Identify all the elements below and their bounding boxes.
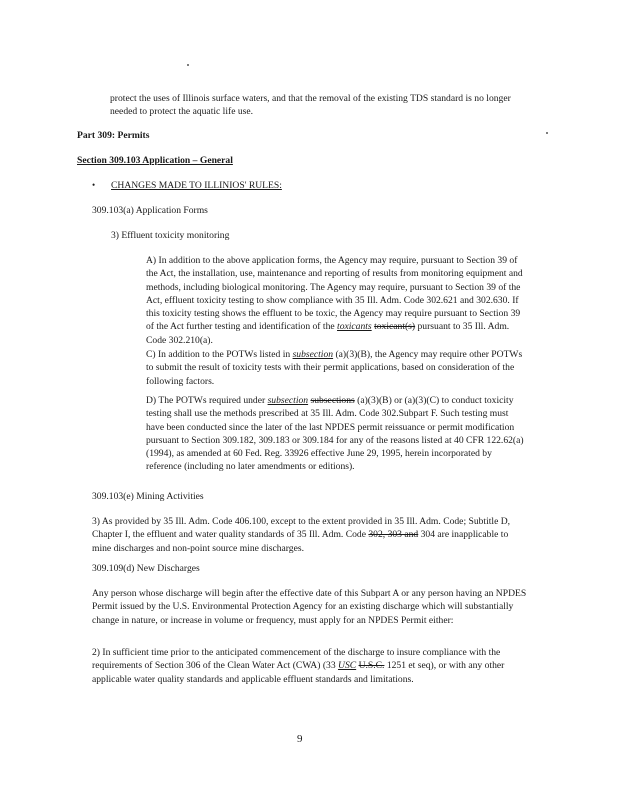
bullet-icon: • xyxy=(92,180,96,190)
deleted-text: subsections xyxy=(310,395,355,406)
subsection-309-103-a: 309.103(a) Application Forms xyxy=(92,205,208,216)
paragraph-2 xyxy=(92,646,528,686)
paragraph-c-text: C) In addition to the POTWs listed in xyxy=(146,349,293,360)
paragraph-c-text-end: (a)(3)(B), the Agency may require other POTWs to submit the result of toxicity tests with their permit applications, based on consideration of the following factors. xyxy=(146,349,523,387)
paragraph-d xyxy=(146,394,528,474)
scan-speck xyxy=(187,64,189,66)
paragraph-c xyxy=(146,348,528,388)
paragraph-a xyxy=(146,254,528,347)
paragraph-a-text: A) In addition to the above application forms, the Agency may require, pursuant to Section 39 of the Act, the installation, use, maintenance and reporting of results from monitoring equipment and methods, including biological monitoring. The Agency may require, pursuant to Section 39 of the Act, effluent toxicity testing to show compliance with 35 Ill. Adm. Code 302.621 and 302.630. If this toxicity testing shows the effluent to be toxic, the Agency may require pursuant to Section 39 of the Act further testing and identification of the xyxy=(146,255,523,333)
paragraph-mining-text: 3) As provided by 35 Ill. Adm. Code 406.100, except to the extent provided in 35 Ill. Adm. Code; Subtitle D, Chapter I, the effluent and water quality standards of 35 Ill. Adm. Code xyxy=(92,516,511,541)
paragraph-mining xyxy=(92,515,528,555)
inserted-text: USC xyxy=(338,660,357,672)
deleted-text: 302, 303 and xyxy=(368,529,419,541)
page-number: 9 xyxy=(297,733,303,745)
inserted-text: subsection xyxy=(267,395,309,406)
paragraph-2-text: 2) In sufficient time prior to the anticipated commencement of the discharge to insure compliance with the requirements of Section 306 of the Clean Water Act (CWA) (33 xyxy=(92,647,501,672)
subsection-309-109-d: 309.109(d) New Discharges xyxy=(92,563,200,574)
changes-heading: CHANGES MADE TO ILLINIOS' RULES: xyxy=(111,180,282,191)
paragraph-d-text: D) The POTWs required under xyxy=(146,395,268,406)
item-3-heading: 3) Effluent toxicity monitoring xyxy=(111,230,230,241)
paragraph-2-text-end: 1251 et seq), or with any other applicable water quality standards and applicable effluent standards and limitations. xyxy=(92,660,505,685)
section-heading: Section 309.103 Application – General xyxy=(77,155,233,166)
paragraph-mining-text-end: 304 are inapplicable to mine discharges and non-point source mine discharges. xyxy=(92,529,509,554)
inserted-text: subsection xyxy=(292,349,334,360)
intro-paragraph: protect the uses of Illinois surface waters, and that the removal of the existing TDS standard is no longer needed to protect the aquatic life use. xyxy=(110,93,511,118)
paragraph-d-text-end: (a)(3)(B) or (a)(3)(C) to conduct toxicity testing shall use the methods prescribed at 35 Ill. Adm. Code 302.Subpart F. Such testing must have been conducted since the later of the last NPDES permit reissuance or permit modification pursuant to Section 309.182, 309.183 or 309.184 for any of the reasons listed at 40 CFR 122.62(a) (1994), as amended at 60 Fed. Reg. 33926 effective June 29, 1995, herein incorporated by reference (including no later amendments or editions). xyxy=(146,395,524,473)
paragraph-new-discharges: Any person whose discharge will begin after the effective date of this Subpart A or any person having an NPDES Permit issued by the U.S. Environmental Protection Agency for an existing discharge which will substantially change in nature, or increase in volume or frequency, must apply for an NPDES Permit either: xyxy=(92,588,527,626)
subsection-309-103-e: 309.103(e) Mining Activities xyxy=(92,491,204,502)
scan-speck xyxy=(546,132,548,134)
deleted-text: U.S.C. xyxy=(358,660,385,672)
deleted-text: toxicant(s) xyxy=(374,321,416,333)
paragraph-a-text-end: pursuant to 35 Ill. Adm. Code 302.210(a). xyxy=(146,321,510,346)
inserted-text: toxicants xyxy=(337,321,372,333)
part-heading: Part 309: Permits xyxy=(77,130,150,141)
